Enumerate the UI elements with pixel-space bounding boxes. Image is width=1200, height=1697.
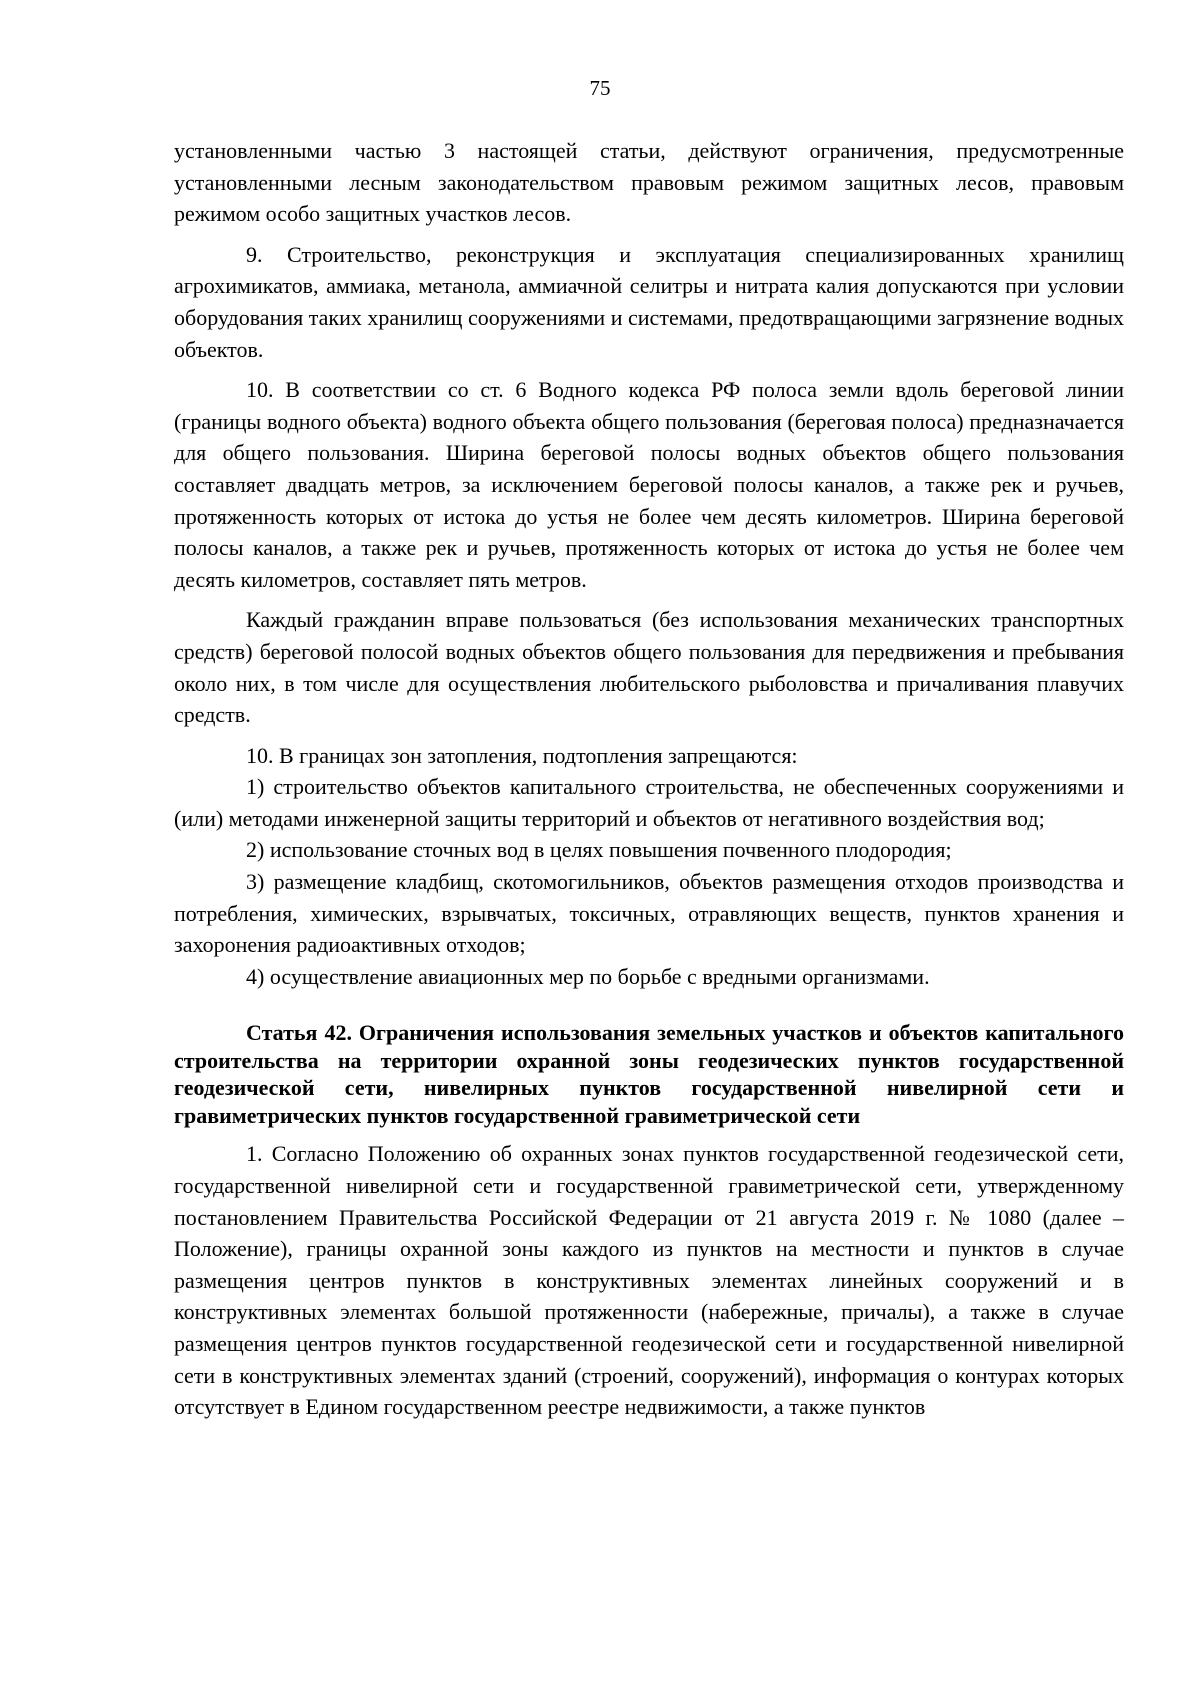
list-item-1: 1) строительство объектов капитального строительства, не обеспеченных сооружениями и (или) методами инженерной защиты территорий и объектов от негативного воздействия вод; <box>174 774 1124 831</box>
paragraph-item-10-flood-zones: 10. В границах зон затопления, подтопления запрещаются: <box>246 742 798 768</box>
list-item-3: 3) размещение кладбищ, скотомогильников, объектов размещения отходов производства и потребления, химических, взрывчатых, токсичных, отравляющих веществ, пунктов хранения и захоронения радиоактивных отходов; <box>174 869 1124 958</box>
paragraph-article-42-item-1: 1. Согласно Положению об охранных зонах пунктов государственной геодезической сети, государственной нивелирной сети и государственной гравиметрической сети, утвержденному постановлением Правительства Российской Федерации от 21 августа 2019 г. № 1080 (далее – Положение), границы охранной зоны каждого из пунктов на местности и пунктов в случае размещения центров пунктов в конструктивных элементах линейных сооружений и в конструктивных элементах большой протяженности (набережные, причалы), а также в случае размещения центров пунктов государственной геодезической сети и государственной нивелирной сети в конструктивных элементах зданий (строений, сооружений), информация о контурах которых отсутствует в Едином государственном реестре недвижимости, а также пунктов <box>174 1141 1124 1420</box>
page-number: 75 <box>589 76 611 100</box>
paragraph-item-10-shoreline: 10. В соответствии со ст. 6 Водного кодекса РФ полоса земли вдоль береговой линии (границы водного объекта) водного объекта общего пользования (береговая полоса) предназначается для общего пользования. Ширина береговой полосы водных объектов общего пользования составляет двадцать метров, за исключением береговой полосы каналов, а также рек и ручьев, протяженность которых от истока до устья не более чем десять километров. Ширина береговой полосы каналов, а также рек и ручьев, протяженность которых от истока до устья не более чем десять километров, составляет пять метров. <box>174 377 1124 592</box>
list-item-4: 4) осуществление авиационных мер по борьбе с вредными организмами. <box>246 963 930 989</box>
list-item-2: 2) использование сточных вод в целях повышения почвенного плодородия; <box>246 837 952 863</box>
article-42-heading: Статья 42. Ограничения использования земельных участков и объектов капитального строительства на территории охранной зоны геодезических пунктов государственной геодезической сети, нивелирных пунктов государственной нивелирной сети и гравиметрических пунктов государственной гравиметрической сети <box>174 1020 1124 1128</box>
paragraph-continuation: установленными частью 3 настоящей статьи, действуют ограничения, предусмотренные установленными лесным законодательством правовым режимом защитных лесов, правовым режимом особо защитных участков лесов. <box>174 138 1124 227</box>
document-body <box>174 135 1124 1423</box>
paragraph-item-9: 9. Строительство, реконструкция и эксплуатация специализированных хранилищ агрохимикатов, аммиака, метанола, аммиачной селитры и нитрата калия допускаются при условии оборудования таких хранилищ сооружениями и системами, предотвращающими загрязнение водных объектов. <box>174 241 1124 362</box>
paragraph-citizen-rights: Каждый гражданин вправе пользоваться (без использования механических транспортных средств) береговой полосой водных объектов общего пользования для передвижения и пребывания около них, в том числе для осуществления любительского рыболовства и причаливания плавучих средств. <box>174 607 1124 728</box>
